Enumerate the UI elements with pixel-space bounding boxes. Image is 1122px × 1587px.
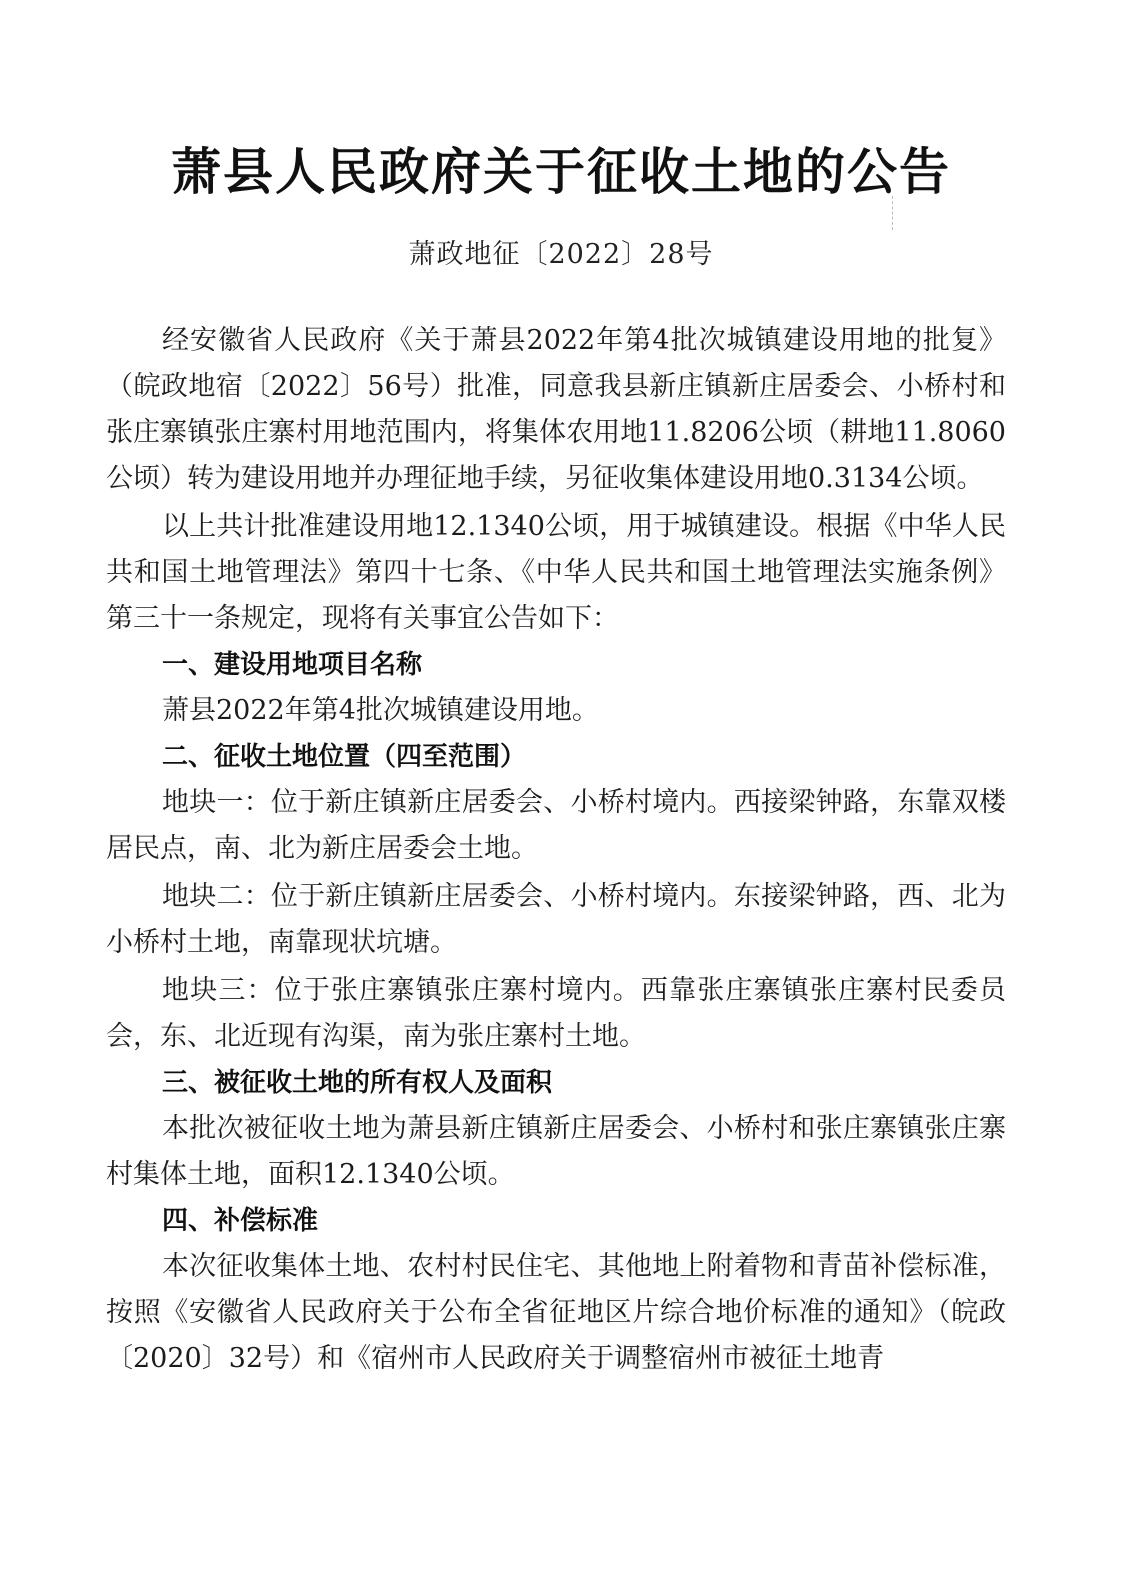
section-heading-compensation: 四、补偿标准	[162, 1206, 319, 1236]
paragraph-owners-area: 本批次被征收土地为萧县新庄镇新庄居委会、小桥村和张庄寨镇张庄寨村集体土地，面积12.1340公顷。	[106, 1113, 1006, 1190]
paragraph-compensation: 本次征收集体土地、农村村民住宅、其他地上附着物和青苗补偿标准，按照《安徽省人民政府关于公布全省征地区片综合地价标准的通知》（皖政〔2020〕32号）和《宿州市人民政府关于调整宿州市被征土地青	[106, 1251, 1006, 1374]
document-number: 萧政地征〔2022〕28号	[408, 239, 714, 270]
paragraph-total-area: 以上共计批准建设用地12.1340公顷，用于城镇建设。根据《中华人民共和国土地管理法》第四十七条、《中华人民共和国土地管理法实施条例》第三十一条规定，现将有关事宜公告如下：	[106, 511, 1006, 634]
page-title: 萧县人民政府关于征收土地的公告	[171, 143, 951, 201]
paragraph-plot-three: 地块三：位于张庄寨镇张庄寨村境内。西靠张庄寨镇张庄寨村民委员会，东、北近现有沟渠，南为张庄寨村土地。	[106, 975, 1006, 1052]
paragraph-plot-one: 地块一：位于新庄镇新庄居委会、小桥村境内。西接梁钟路，东靠双楼居民点，南、北为新庄居委会土地。	[106, 787, 1006, 864]
paragraph-plot-two: 地块二：位于新庄镇新庄居委会、小桥村境内。东接梁钟路，西、北为小桥村土地，南靠现状坑塘。	[106, 881, 1006, 958]
paragraph-project-name: 萧县2022年第4批次城镇建设用地。	[162, 695, 599, 726]
section-heading-owners-area: 三、被征收土地的所有权人及面积	[162, 1068, 553, 1098]
paragraph-approval: 经安徽省人民政府《关于萧县2022年第4批次城镇建设用地的批复》（皖政地宿〔2022〕56号）批准，同意我县新庄镇新庄居委会、小桥村和张庄寨镇张庄寨村用地范围内，将集体农用地11.8206公顷（耕地11.8060公顷）转为建设用地并办理征地手续，另征收集体建设用地0.3134公顷。	[106, 325, 1006, 494]
scan-artifact-line	[892, 196, 894, 230]
section-heading-location: 二、征收土地位置（四至范围）	[162, 742, 527, 772]
section-heading-project-name: 一、建设用地项目名称	[162, 650, 423, 680]
document-body	[106, 318, 1006, 1382]
